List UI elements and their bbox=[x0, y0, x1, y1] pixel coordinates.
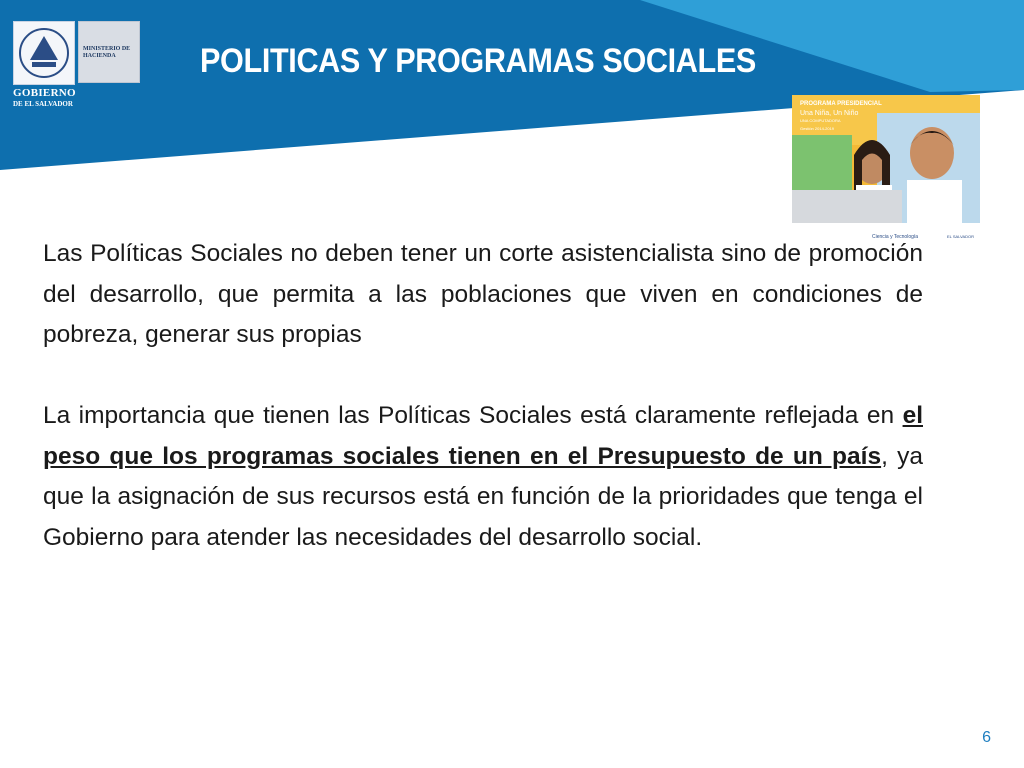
program-tagline: UNA COMPUTADORA bbox=[800, 118, 841, 123]
paragraph-2-intro: La importancia que tienen las Políticas Sociales está claramente reflejada en bbox=[43, 402, 903, 429]
ministry-label: MINISTERIO DE HACIENDA bbox=[78, 21, 140, 83]
slide-title: POLITICAS Y PROGRAMAS SOCIALES bbox=[200, 42, 756, 80]
government-logo bbox=[10, 15, 143, 110]
paragraph-2 bbox=[43, 396, 923, 558]
program-title: PROGRAMA PRESIDENCIAL bbox=[800, 101, 882, 107]
paragraph-2-emphasis: el peso que los programas sociales tienen en el Presupuesto de un país bbox=[43, 402, 923, 470]
ciencia-logo-text: Ciencia y Tecnología bbox=[872, 234, 919, 240]
paragraph-2-end: , ya que la asignación de sus recursos está en función de la prioridades que tenga el Gobierno para atender las necesidades del desarrollo social. bbox=[43, 442, 924, 551]
country-label: DE EL SALVADOR bbox=[13, 100, 73, 108]
program-period: Gestión 2014-2019 bbox=[800, 126, 835, 131]
government-label: GOBIERNO bbox=[13, 87, 76, 99]
page-number: 6 bbox=[982, 729, 991, 746]
coat-of-arms-icon bbox=[13, 21, 75, 85]
body-content bbox=[43, 234, 923, 558]
program-photo bbox=[792, 95, 980, 245]
paragraph-1: Las Políticas Sociales no deben tener un corte asistencialista sino de promoción del desarrollo, que permita a las poblaciones que viven en condiciones de pobreza, generar sus propias bbox=[43, 240, 923, 348]
program-subtitle: Una Niña, Un Niño bbox=[800, 110, 859, 117]
salvador-logo-text: EL SALVADOR bbox=[947, 234, 975, 239]
